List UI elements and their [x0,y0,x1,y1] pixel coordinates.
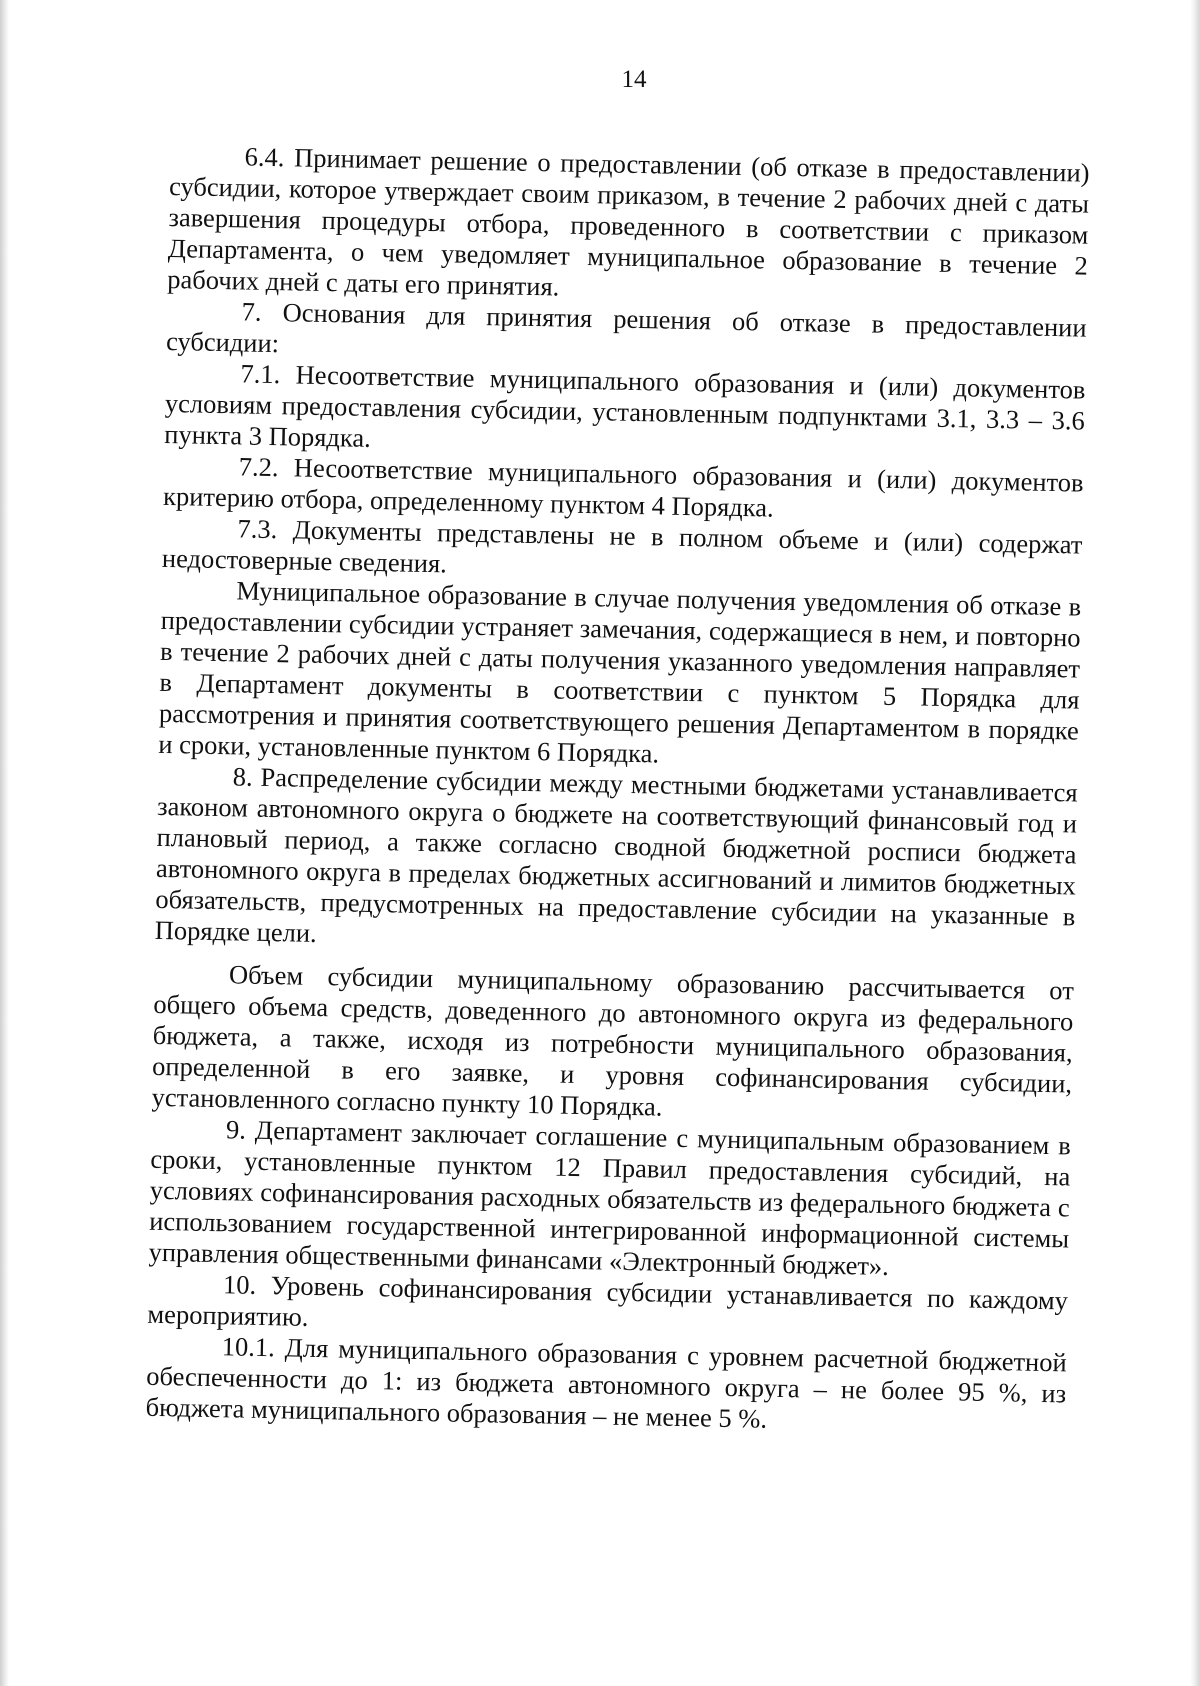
paragraph-7-2: 7.2. Несоответствие муниципального образования и (или) документов критерию отбора, определенному пунктом 4 Порядка. [162,451,1084,523]
paragraph-10-1: 10.1. Для муниципального образования с уровнем расчетной бюджетной обеспеченности до 1: из бюджета автономного округа – не более 95 %, из бюджета муниципального образования – не менее 5 %. [145,1331,1067,1434]
scan-edge-left [0,0,9,1686]
paragraph-7-1: 7.1. Несоответствие муниципального образования и (или) документов условиям предоставления субсидии, установленным подпунктами 3.1, 3.3 – 3.6 пункта 3 Порядка. [164,358,1086,453]
document-body [145,140,1089,1440]
paragraph-10: 10. Уровень софинансирования субсидии устанавливается по каждому мероприятию. [147,1269,1069,1332]
paragraph-7: 7. Основания для принятия решения об отказе в предоставлении субсидии: [165,296,1087,359]
paragraph-refusal-correction: Муниципальное образование в случае получения уведомления об отказе в предоставлении субсидии устраняет замечания, содержащиеся в нем, и повторно в течение 2 рабочих дней с даты получения указанного уведомления направляет в Департамент документы в соответствии с пунктом 5 Порядка для рассмотрения и принятия соответствующего решения Департаментом в порядке и сроки, установленные пунктом 6 Порядка. [158,575,1082,769]
paragraph-9: 9. Департамент заключает соглашение с муниципальным образованием в сроки, установленные пунктом 12 Правил предоставления субсидий, на условиях софинансирования расходных обязательств из федерального бюджета с использованием государственной интегрированной информационной системы управления общественными финансами «Электронный бюджет». [148,1114,1072,1282]
page-number: 14 [621,66,647,93]
scan-edge-right [1190,0,1200,1686]
paragraph-6-4: 6.4. Принимает решение о предоставлении (об отказе в предоставлении) субсидии, которое утверждает своим приказом, в течение 2 рабочих дней с даты завершения процедуры отбора, проведенного в соответствии с приказом Департамента, о чем уведомляет муниципальное образование в течение 2 рабочих дней с даты его принятия. [167,141,1090,302]
paragraph-subsidy-volume: Объем субсидии муниципальному образованию рассчитывается от общего объема средств, доведенного до автономного округа из федерального бюджета, а также, исходя из потребности муниципального образования, определенной в его заявке, и уровня софинансирования субсидии, установленного согласно пункту 10 Порядка. [151,959,1075,1122]
paragraph-8: 8. Распределение субсидии между местными бюджетами устанавливается законом автономного округа о бюджете на соответствующий финансовый год и плановый период, а также согласно сводной бюджетной росписи бюджета автономного округа в пределах бюджетных ассигнований и лимитов бюджетных обязательств, предусмотренных на предоставление субсидии на указанные в Порядке цели. [154,761,1078,948]
paragraph-7-3: 7.3. Документы представлены не в полном объеме и (или) содержат недостоверные сведения. [161,513,1083,579]
